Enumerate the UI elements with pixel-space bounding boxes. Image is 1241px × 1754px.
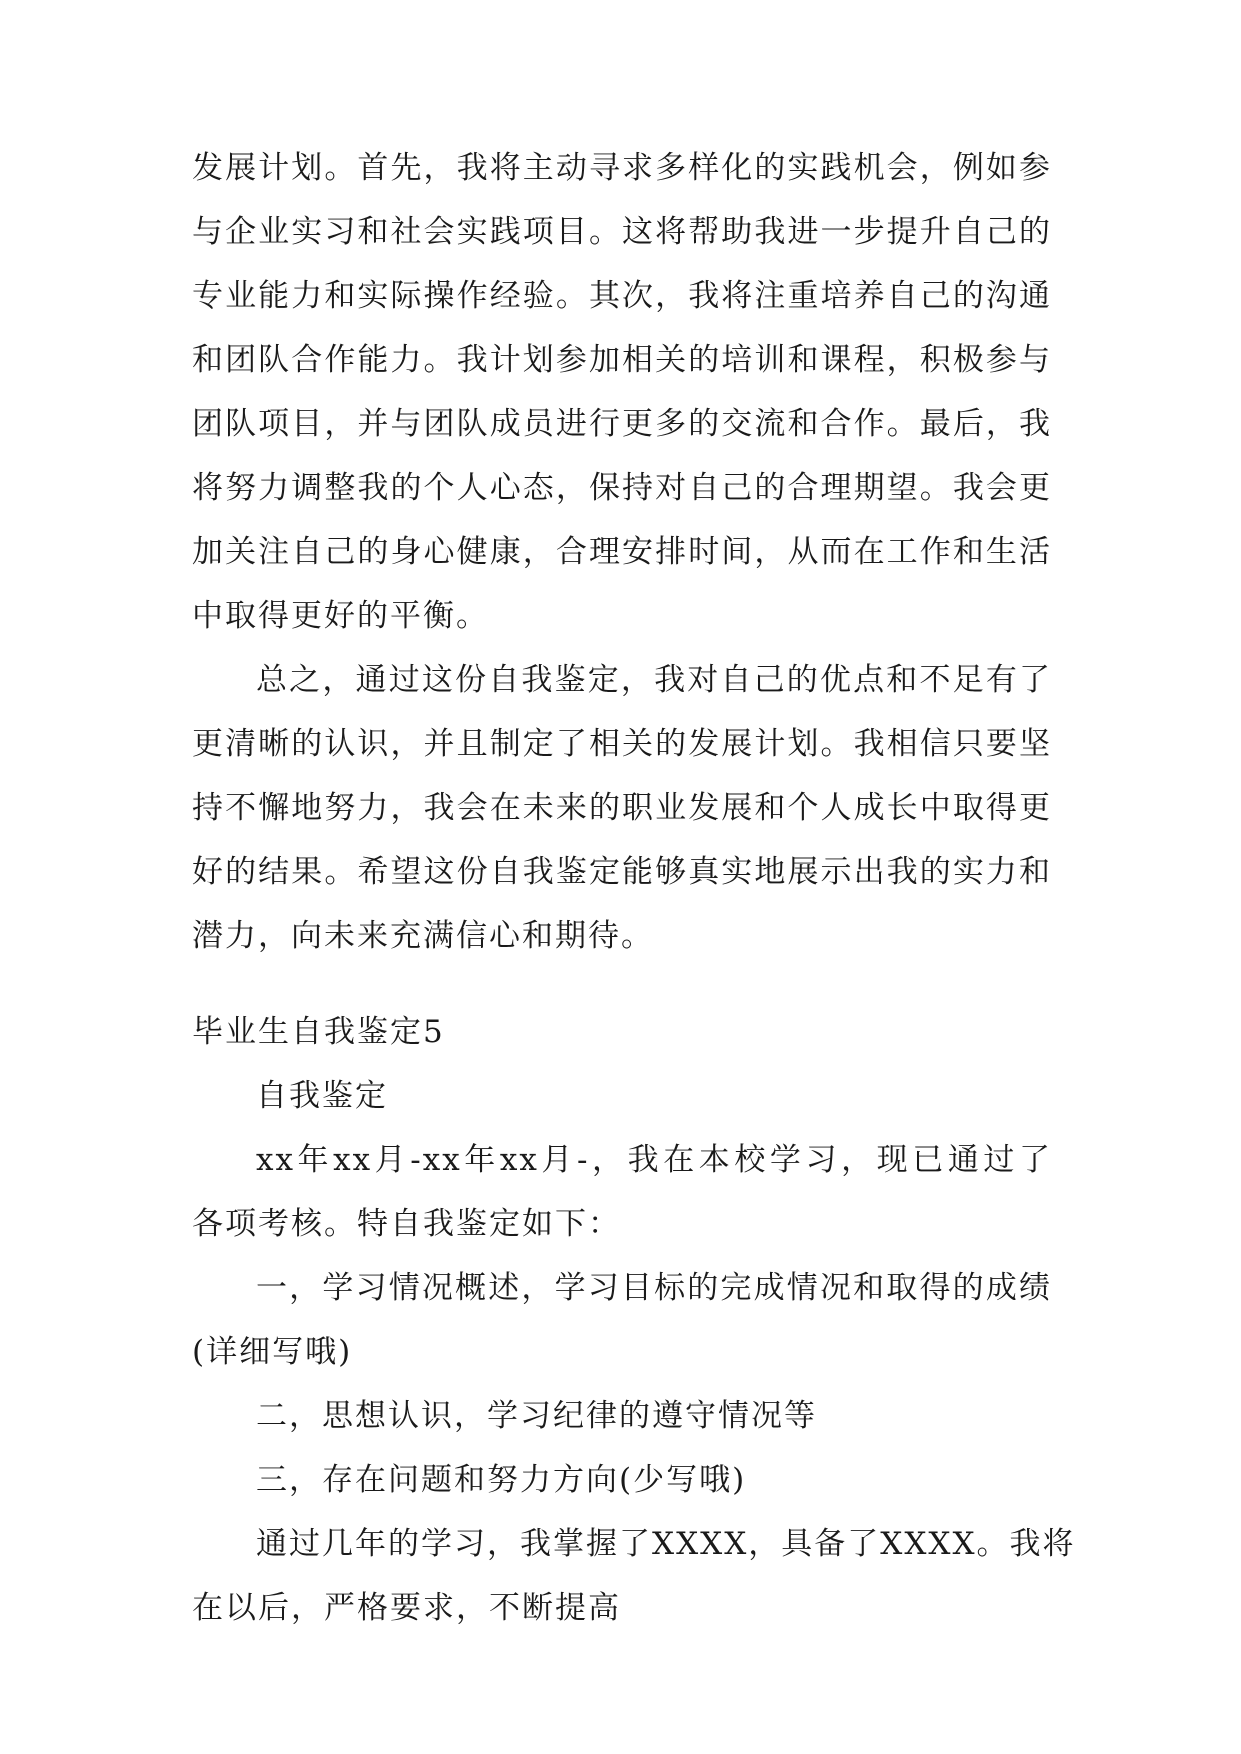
- item-one-line: 一，学习情况概述，学习目标的完成情况和取得的成绩: [256, 1270, 1052, 1306]
- paragraph-line: 团队项目，并与团队成员进行更多的交流和合作。最后，我: [192, 406, 1052, 442]
- paragraph-line: 将努力调整我的个人心态，保持对自己的合理期望。我会更: [192, 470, 1052, 506]
- intro-line: 各项考核。特自我鉴定如下：: [192, 1206, 621, 1242]
- intro-line: xx年xx月-xx年xx月-，我在本校学习，现已通过了: [256, 1142, 1052, 1178]
- closing-line: 通过几年的学习，我掌握了XXXX，具备了XXXX。我将: [256, 1526, 1076, 1562]
- summary-line: 好的结果。希望这份自我鉴定能够真实地展示出我的实力和: [192, 854, 1052, 890]
- item-three-line: 三，存在问题和努力方向(少写哦): [256, 1462, 747, 1498]
- item-two-line: 二，思想认识，学习纪律的遵守情况等: [256, 1398, 817, 1434]
- paragraph-line: 中取得更好的平衡。: [192, 598, 489, 634]
- paragraph-line: 专业能力和实际操作经验。其次，我将注重培养自己的沟通: [192, 278, 1052, 314]
- subheading: 自我鉴定: [256, 1078, 388, 1114]
- summary-line: 总之，通过这份自我鉴定，我对自己的优点和不足有了: [256, 662, 1052, 698]
- section-heading: 毕业生自我鉴定5: [192, 1014, 445, 1050]
- summary-line: 持不懈地努力，我会在未来的职业发展和个人成长中取得更: [192, 790, 1052, 826]
- paragraph-line: 加关注自己的身心健康，合理安排时间，从而在工作和生活: [192, 534, 1052, 570]
- paragraph-line: 与企业实习和社会实践项目。这将帮助我进一步提升自己的: [192, 214, 1052, 250]
- item-one-line: (详细写哦): [192, 1334, 353, 1370]
- summary-line: 更清晰的认识，并且制定了相关的发展计划。我相信只要坚: [192, 726, 1052, 762]
- paragraph-line: 发展计划。首先，我将主动寻求多样化的实践机会，例如参: [192, 150, 1052, 186]
- summary-line: 潜力，向未来充满信心和期待。: [192, 918, 654, 954]
- closing-line: 在以后，严格要求，不断提高: [192, 1590, 621, 1626]
- paragraph-line: 和团队合作能力。我计划参加相关的培训和课程，积极参与: [192, 342, 1052, 378]
